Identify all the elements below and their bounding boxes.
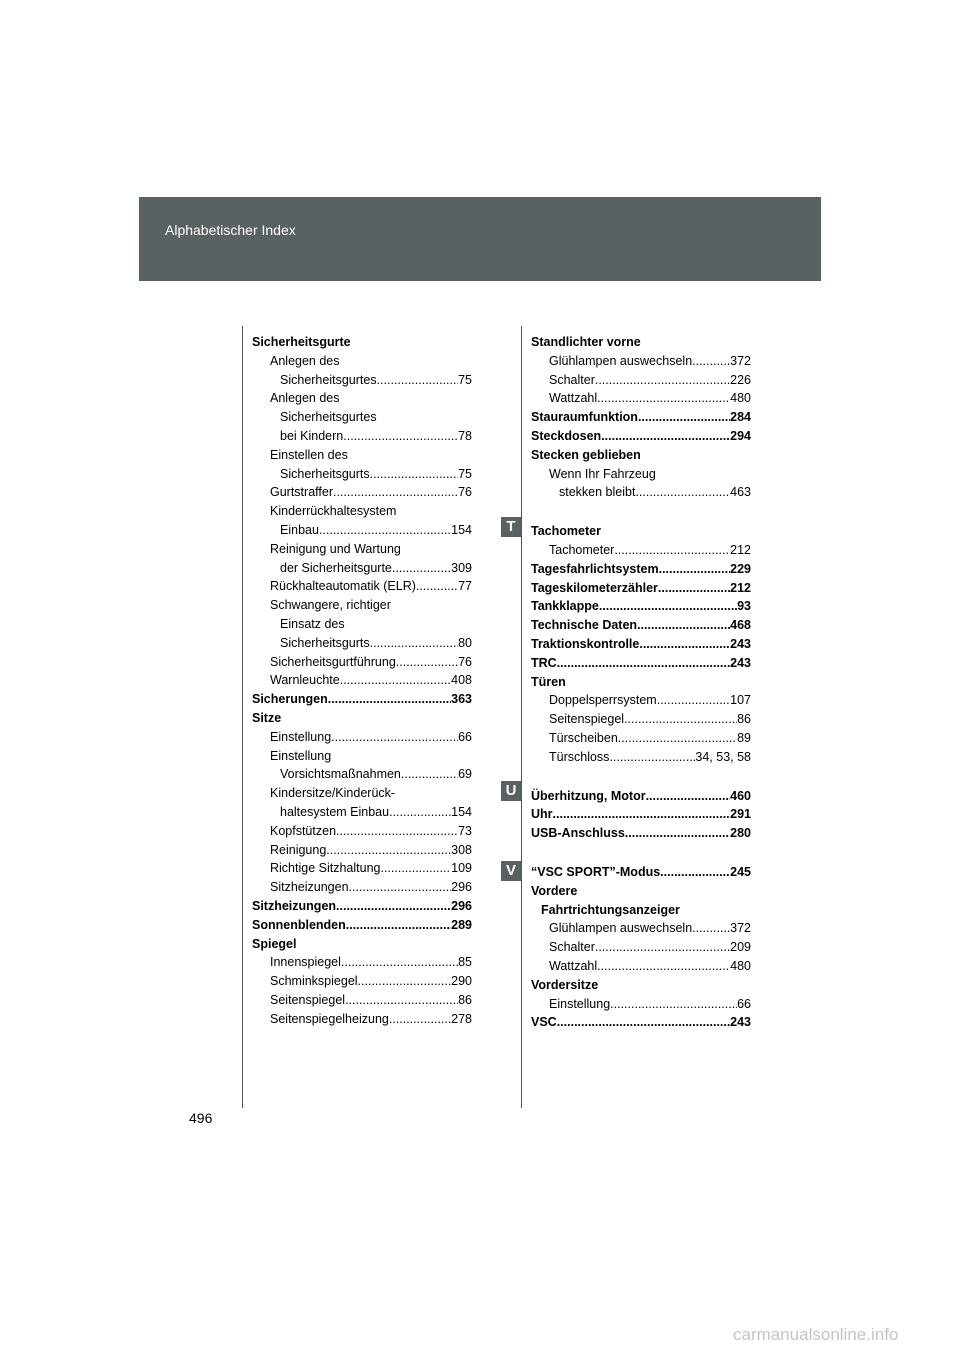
index-entry: Sicherheitsgurtes	[280, 410, 377, 425]
page-ref: 76	[458, 654, 472, 669]
page-ref: 66	[458, 729, 472, 744]
page-ref: 34, 53, 58	[695, 749, 751, 764]
column-divider-left	[242, 326, 243, 1108]
index-entry: der Sicherheitsgurte ..... 309	[252, 559, 472, 578]
watermark: carmanualsonline.info	[733, 1325, 899, 1344]
index-heading: Tagesfahrlichtsystem ..... 229	[531, 560, 751, 579]
page-header	[139, 197, 821, 281]
index-heading: Tachometer	[531, 524, 601, 539]
page-ref: 154	[451, 522, 472, 537]
page-ref: 294	[730, 428, 751, 443]
index-heading: Sicherungen ..... 363	[252, 690, 472, 709]
index-heading: VSC ..... 243	[531, 1013, 751, 1032]
index-heading: Türen	[531, 674, 566, 689]
page-ref: 212	[730, 542, 751, 557]
index-entry: Wattzahl ..... 480	[531, 957, 751, 976]
page-ref: 107	[730, 693, 751, 708]
index-entry: Seitenspiegelheizung ..... 278	[252, 1010, 472, 1029]
index-entry: Vorsichtsmaßnahmen ..... 69	[252, 765, 472, 784]
page-ref: 291	[730, 807, 751, 822]
index-entry: Sicherheitsgurtes ..... 75	[252, 371, 472, 390]
index-entry: Glühlampen auswechseln ..... 372	[531, 352, 751, 371]
page-ref: 278	[451, 1011, 472, 1026]
index-heading: Sitze	[252, 710, 282, 725]
page-ref: 243	[730, 1015, 751, 1030]
index-entry: stekken bleibt ..... 463	[531, 483, 751, 502]
index-entry: Tachometer ..... 212	[531, 541, 751, 560]
index-entry: Richtige Sitzhaltung ..... 109	[252, 859, 472, 878]
index-entry: Sicherheitsgurts ..... 80	[252, 634, 472, 653]
index-entry: Anlegen des	[270, 391, 340, 406]
page-ref: 243	[730, 636, 751, 651]
index-column-left	[252, 333, 472, 1028]
index-entry: Sicherheitsgurtführung ..... 76	[252, 653, 472, 672]
page-ref: 78	[458, 428, 472, 443]
index-entry: haltesystem Einbau ..... 154	[252, 803, 472, 822]
index-entry: Einbau ..... 154	[252, 521, 472, 540]
page-ref: 280	[730, 826, 751, 841]
page-ref: 89	[737, 730, 751, 745]
page-ref: 226	[730, 372, 751, 387]
page-ref: 480	[730, 958, 751, 973]
header-title: Alphabetischer Index	[165, 222, 296, 238]
page-ref: 229	[730, 561, 751, 576]
index-entry: Schalter ..... 226	[531, 371, 751, 390]
index-entry: Einstellung ..... 66	[531, 995, 751, 1014]
index-heading: Sitzheizungen ..... 296	[252, 897, 472, 916]
index-entry: Warnleuchte ..... 408	[252, 671, 472, 690]
index-entry: Einsatz des	[280, 616, 345, 631]
page-ref: 93	[737, 599, 751, 614]
page-ref: 85	[458, 955, 472, 970]
index-entry: Doppelsperrsystem ..... 107	[531, 691, 751, 710]
index-entry: Glühlampen auswechseln ..... 372	[531, 919, 751, 938]
index-heading: Vordersitze	[531, 977, 599, 992]
page-ref: 77	[458, 579, 472, 594]
index-entry: Seitenspiegel ..... 86	[252, 991, 472, 1010]
page-ref: 209	[730, 940, 751, 955]
page-ref: 66	[737, 996, 751, 1011]
index-entry: Rückhalteautomatik (ELR) ..... 77	[252, 577, 472, 596]
page-ref: 75	[458, 466, 472, 481]
index-heading: TRC ..... 243	[531, 654, 751, 673]
index-entry: Einstellung ..... 66	[252, 728, 472, 747]
section-letter-v: V	[501, 861, 521, 881]
index-heading: Stauraumfunktion ..... 284	[531, 408, 751, 427]
index-heading: Standlichter vorne	[531, 335, 641, 349]
page-ref: 408	[451, 673, 472, 688]
index-entry: Seitenspiegel ..... 86	[531, 710, 751, 729]
index-entry: Reinigung und Wartung	[270, 541, 401, 556]
index-entry: Sicherheitsgurts ..... 75	[252, 465, 472, 484]
section-letter-u: U	[501, 781, 521, 801]
page-ref: 86	[737, 712, 751, 727]
index-heading: Spiegel	[252, 936, 297, 951]
page-ref: 463	[730, 485, 751, 500]
page-ref: 154	[451, 804, 472, 819]
index-heading: Tageskilometerzähler ..... 212	[531, 579, 751, 598]
index-heading: Überhitzung, Motor ..... 460	[531, 787, 751, 806]
page-ref: 76	[458, 485, 472, 500]
page-ref: 296	[451, 880, 472, 895]
index-heading: USB-Anschluss ..... 280	[531, 824, 751, 843]
page-ref: 372	[730, 353, 751, 368]
index-entry: Schalter ..... 209	[531, 938, 751, 957]
index-entry: Türscheiben ..... 89	[531, 729, 751, 748]
page-ref: 69	[458, 767, 472, 782]
index-entry: Kopfstützen ..... 73	[252, 822, 472, 841]
page-ref: 460	[730, 788, 751, 803]
page-ref: 480	[730, 391, 751, 406]
page-ref: 243	[730, 655, 751, 670]
index-entry: Gurtstraffer ..... 76	[252, 483, 472, 502]
index-subheading: Fahrtrichtungsanzeiger	[541, 902, 680, 917]
page-ref: 372	[730, 921, 751, 936]
index-heading: Technische Daten ..... 468	[531, 616, 751, 635]
page-ref: 75	[458, 372, 472, 387]
index-entry: Schminkspiegel ..... 290	[252, 972, 472, 991]
page-ref: 363	[451, 692, 472, 707]
index-heading: Stecken geblieben	[531, 447, 641, 462]
index-column-right	[531, 333, 751, 1032]
page-ref: 284	[730, 410, 751, 425]
index-entry: Einstellen des	[270, 447, 348, 462]
index-entry: Kindersitze/Kinderück-	[270, 786, 396, 801]
index-heading: Vordere	[531, 883, 578, 898]
page-ref: 468	[730, 618, 751, 633]
index-heading: “VSC SPORT”-Modus ..... 245	[531, 863, 751, 882]
page-ref: 289	[451, 917, 472, 932]
page-ref: 296	[451, 898, 472, 913]
index-entry: Wenn Ihr Fahrzeug	[549, 466, 656, 481]
page-ref: 308	[451, 842, 472, 857]
index-entry: Anlegen des	[270, 353, 340, 368]
index-entry: Reinigung ..... 308	[252, 841, 472, 860]
index-entry: Türschloss ..... 34, 53, 58	[531, 748, 751, 767]
page-ref: 290	[451, 974, 472, 989]
section-letter-t: T	[501, 517, 521, 537]
index-entry: Einstellung	[270, 748, 332, 763]
index-heading: Uhr ..... 291	[531, 805, 751, 824]
page-ref: 80	[458, 635, 472, 650]
page-ref: 86	[458, 992, 472, 1007]
index-heading: Tankklappe ..... 93	[531, 597, 751, 616]
page-ref: 109	[451, 861, 472, 876]
page-number: 496	[189, 1110, 213, 1126]
page-ref: 73	[458, 823, 472, 838]
index-entry: Kinderrückhaltesystem	[270, 504, 397, 519]
index-entry: Sitzheizungen ..... 296	[252, 878, 472, 897]
index-entry: Schwangere, richtiger	[270, 598, 391, 613]
index-heading: Steckdosen ..... 294	[531, 427, 751, 446]
index-entry: Innenspiegel ..... 85	[252, 953, 472, 972]
index-entry: bei Kindern ..... 78	[252, 427, 472, 446]
index-heading: Traktionskontrolle ..... 243	[531, 635, 751, 654]
page-ref: 212	[730, 580, 751, 595]
column-divider-right	[521, 326, 522, 1108]
index-heading: Sicherheitsgurte	[252, 335, 351, 349]
page-ref: 245	[730, 864, 751, 879]
index-entry: Wattzahl ..... 480	[531, 389, 751, 408]
page-ref: 309	[451, 560, 472, 575]
index-heading: Sonnenblenden ..... 289	[252, 916, 472, 935]
